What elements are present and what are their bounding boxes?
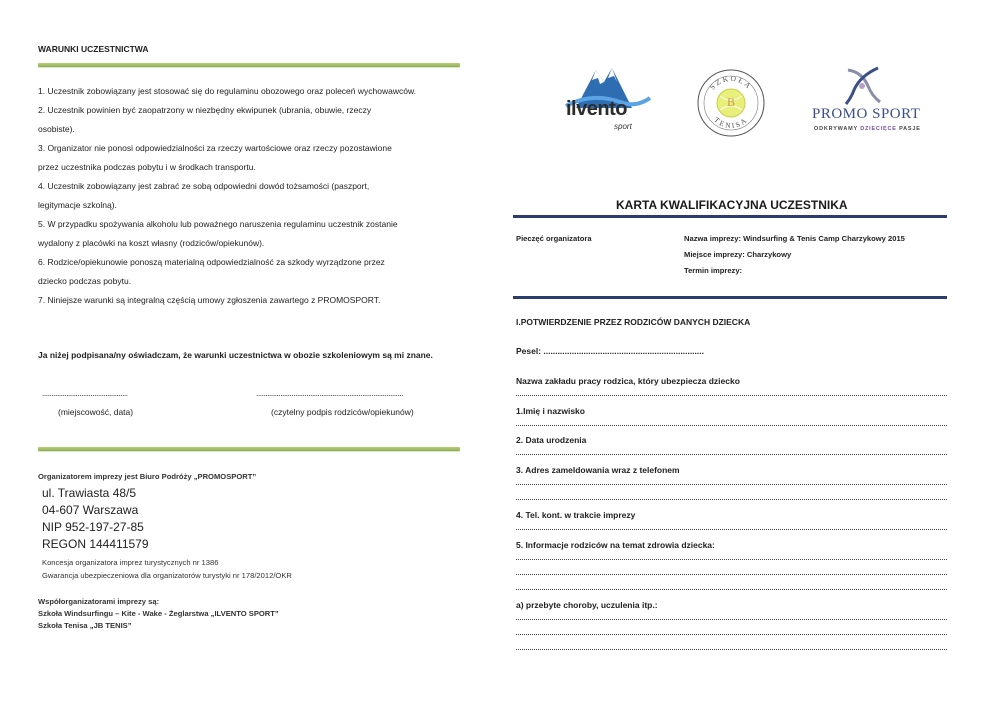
organizer-intro: Organizatorem imprezy jest Biuro Podróży „PROMOSPORT” [38, 472, 257, 481]
divider-green-bottom [38, 447, 460, 451]
address-field-1[interactable] [516, 475, 947, 485]
ilvento-wordmark: ilvento [566, 98, 627, 120]
ilvento-logo [562, 62, 654, 138]
divider-navy-bottom [513, 296, 947, 299]
rule-line: osobiste). [38, 124, 75, 134]
tagline-part: ODKRYWAMY [814, 126, 858, 132]
concession-text: Koncesja organizatora imprez turystycznych nr 1386 [42, 558, 219, 567]
rule-line: 2. Uczestnik powinien być zaopatrzony w niezbędny ekwipunek (ubrania, obuwie, rzeczy [38, 105, 372, 115]
health-info-field-3[interactable] [516, 580, 947, 590]
event-name: Nazwa imprezy: Windsurfing & Tenis Camp Charzykowy 2015 [684, 234, 905, 243]
section-title: I.POTWIERDZENIE PRZEZ RODZICÓW DANYCH DZIECKA [516, 317, 751, 327]
rule-line: 4. Uczestnik zobowiązany jest zabrać ze sobą odpowiedni dowód tożsamości (paszport, [38, 181, 370, 191]
address-line: REGON 144411579 [42, 537, 149, 551]
tennis-center-letter: B [727, 95, 736, 109]
conditions-heading: WARUNKI UCZESTNICTWA [38, 44, 149, 54]
coorganizers-title: Współorganizatorami imprezy są: [38, 597, 160, 606]
tagline-part: DZIECIĘCE [860, 126, 897, 132]
employer-label: Nazwa zakładu pracy rodzica, który ubezpiecza dziecko [516, 376, 740, 386]
birthdate-field[interactable] [516, 445, 947, 455]
event-date: Termin imprezy: [684, 266, 743, 275]
conditions-list [38, 86, 416, 314]
promo-sport-emblem-icon [842, 66, 884, 106]
contact-phone-field[interactable] [516, 520, 947, 530]
rule-line: legitymacje szkolną). [38, 200, 117, 210]
name-field[interactable] [516, 416, 947, 426]
health-info-field-1[interactable] [516, 550, 947, 560]
divider-navy-top [513, 215, 947, 218]
tagline-part: PASJE [899, 126, 921, 132]
rule-line: wydalony z placówki na koszt własny (rodziców/opiekunów). [38, 238, 265, 248]
coorganizer-ilvento: Szkoła Windsurfingu – Kite - Wake - Żeglarstwa „ILVENTO SPORT” [38, 609, 279, 618]
place-date-label: (miejscowość, data) [58, 407, 134, 417]
illnesses-field-3[interactable] [516, 640, 947, 650]
address-line: 04-607 Warszawa [42, 503, 139, 517]
birthdate-label: 2. Data urodzenia [516, 435, 587, 445]
rule-line: 5. W przypadku spożywania alkoholu lub poważnego naruszenia regulaminu uczestnik zostanie [38, 219, 398, 229]
rule-line: 1. Uczestnik zobowiązany jest stosować się do regulaminu obozowego oraz poleceń wychowawców. [38, 86, 416, 96]
declaration-text: Ja niżej podpisana/ny oświadczam, że warunki uczestnictwa w obozie szkoleniowym są mi znane. [38, 350, 433, 360]
promo-sport-wordmark: PROMO SPORT [812, 106, 921, 122]
contact-phone-label: 4. Tel. kont. w trakcie imprezy [516, 510, 636, 520]
address-line: ul. Trawiasta 48/5 [42, 486, 137, 500]
employer-field[interactable] [516, 386, 947, 396]
divider-green-top [38, 63, 460, 67]
rule-line: 3. Organizator nie ponosi odpowiedzialności za rzeczy wartościowe oraz rzeczy pozostawione [38, 143, 392, 153]
pesel-field[interactable]: Pesel: .................................................................... [516, 346, 704, 356]
signature-label: (czytelny podpis rodziców/opiekunów) [271, 407, 414, 417]
rule-line: dziecko podczas pobytu. [38, 276, 132, 286]
signature-line[interactable]: ............................................................................... [256, 388, 404, 398]
tennis-ring-top: SZKOŁA [707, 73, 755, 92]
address-field-2[interactable] [516, 490, 947, 500]
svg-text:SZKOŁA [708, 74, 754, 92]
stamp-label: Pieczęć organizatora [516, 234, 592, 243]
tennis-school-logo [696, 68, 766, 138]
health-info-label: 5. Informacje rodziców na temat zdrowia dziecka: [516, 540, 715, 550]
promo-sport-tagline [814, 126, 921, 132]
illnesses-field-2[interactable] [516, 625, 947, 635]
svg-text:TENISA [712, 115, 749, 130]
ilvento-sub: sport [614, 122, 632, 131]
organizer-address [42, 485, 149, 553]
illnesses-field-1[interactable] [516, 610, 947, 620]
form-title: KARTA KWALIFIKACYJNA UCZESTNIKA [616, 198, 848, 212]
guarantee-text: Gwarancja ubezpieczeniowa dla organizatorów turystyki nr 178/2012/OKR [42, 571, 292, 580]
health-info-field-2[interactable] [516, 565, 947, 575]
tennis-ring-bottom: TENISA [712, 115, 750, 131]
promo-sport-logo [812, 66, 932, 136]
event-place: Miejsce imprezy: Charzykowy [684, 250, 792, 259]
rule-line: 6. Rodzice/opiekunowie ponoszą materialną odpowiedzialność za szkody wyrządzone przez [38, 257, 385, 267]
place-date-line[interactable]: .............................................. [42, 388, 128, 398]
address-label: 3. Adres zameldowania wraz z telefonem [516, 465, 680, 475]
name-label: 1.Imię i nazwisko [516, 406, 585, 416]
rule-line: 7. Niniejsze warunki są integralną częścią umowy zgłoszenia zawartego z PROMOSPORT. [38, 295, 381, 305]
coorganizer-jbtenis: Szkoła Tenisa „JB TENIS” [38, 621, 132, 630]
illnesses-label: a) przebyte choroby, uczulenia itp.: [516, 600, 658, 610]
address-line: NIP 952-197-27-85 [42, 520, 144, 534]
rule-line: przez uczestnika podczas pobytu i w środkach transportu. [38, 162, 256, 172]
